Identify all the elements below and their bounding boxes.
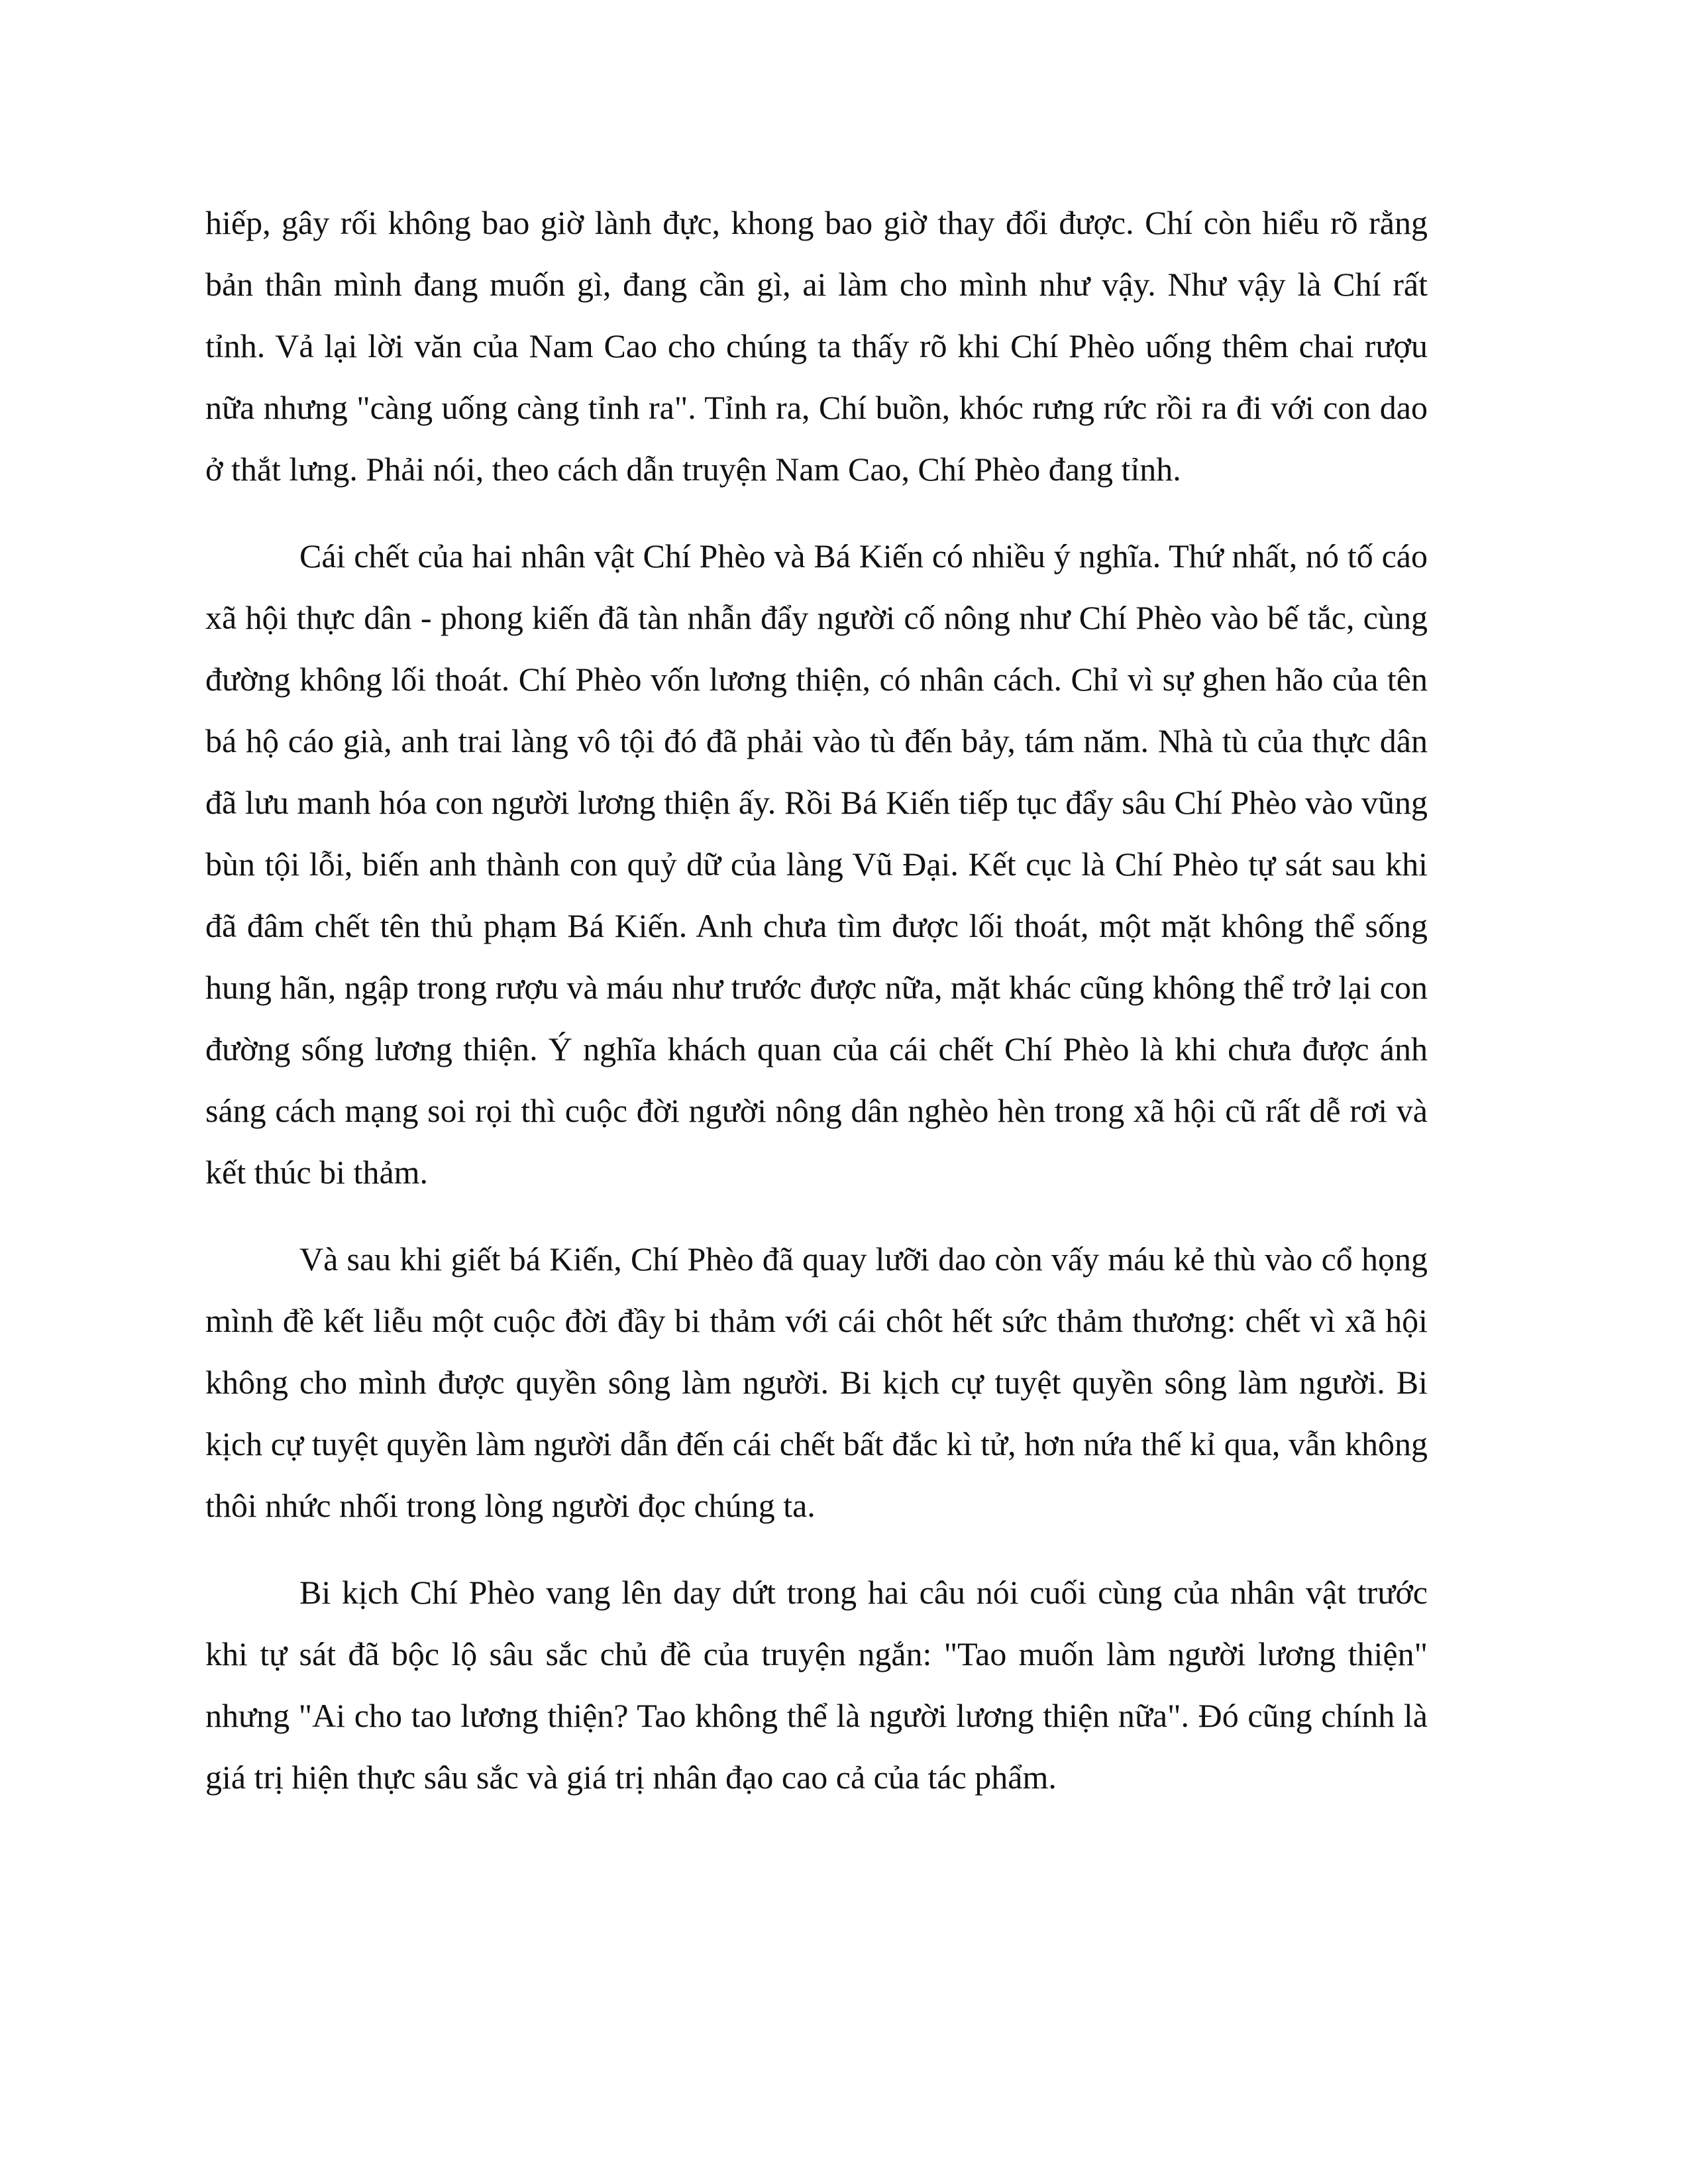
paragraph-tragedy-theme: Bi kịch Chí Phèo vang lên day dứt trong hai câu nói cuối cùng của nhân vật trước khi tự sát đã bộc lộ sâu sắc chủ đề của truyện ngắn: "Tao muốn làm người lương thiện" nhưng "Ai cho tao lương thiện? Tao không thể là người lương thiện nữa". Đó cũng chính là giá trị hiện thực sâu sắc và giá trị nhân đạo cao cả của tác phẩm. bbox=[205, 1574, 1428, 1796]
paragraph-suicide: Và sau khi giết bá Kiến, Chí Phèo đã quay lưỡi dao còn vấy máu kẻ thù vào cổ họng mình đề kết liễu một cuộc đời đầy bi thảm với cái chôt hết sức thảm thương: chết vì xã hội không cho mình được quyền sông làm người. Bi kịch cự tuyệt quyền sông làm người. Bi kịch cự tuyệt quyền làm người dẫn đến cái chết bất đắc kì tử, hơn nứa thế kỉ qua, vẫn không thôi nhức nhối trong lòng người đọc chúng ta. bbox=[205, 1240, 1428, 1524]
paragraph-death-meaning: Cái chết của hai nhân vật Chí Phèo và Bá Kiến có nhiều ý nghĩa. Thứ nhất, nó tố cáo xã hội thực dân - phong kiến đã tàn nhẫn đẩy người cố nông như Chí Phèo vào bế tắc, cùng đường không lối thoát. Chí Phèo vốn lương thiện, có nhân cách. Chỉ vì sự ghen hão của tên bá hộ cáo già, anh trai làng vô tội đó đã phải vào tù đến bảy, tám năm. Nhà tù của thực dân đã lưu manh hóa con người lương thiện ấy. Rồi Bá Kiến tiếp tục đẩy sâu Chí Phèo vào vũng bùn tội lỗi, biến anh thành con quỷ dữ của làng Vũ Đại. Kết cục là Chí Phèo tự sát sau khi đã đâm chết tên thủ phạm Bá Kiến. Anh chưa tìm được lối thoát, một mặt không thể sống hung hãn, ngập trong rượu và máu như trước được nữa, mặt khác cũng không thể trở lại con đường sống lương thiện. Ý nghĩa khách quan của cái chết Chí Phèo là khi chưa được ánh sáng cách mạng soi rọi thì cuộc đời người nông dân nghèo hèn trong xã hội cũ rất dễ rơi và kết thúc bi thảm. bbox=[205, 537, 1428, 1191]
paragraph-continuation: hiếp, gây rối không bao giờ lành đực, khong bao giờ thay đổi được. Chí còn hiểu rõ rằng bản thân mình đang muốn gì, đang cần gì, ai làm cho mình như vậy. Như vậy là Chí rất tỉnh. Vả lại lời văn của Nam Cao cho chúng ta thấy rõ khi Chí Phèo uống thêm chai rượu nữa nhưng "càng uống càng tỉnh ra". Tỉnh ra, Chí buồn, khóc rưng rức rồi ra đi với con dao ở thắt lưng. Phải nói, theo cách dẫn truyện Nam Cao, Chí Phèo đang tỉnh. bbox=[205, 204, 1428, 488]
document-body bbox=[205, 192, 1428, 1833]
